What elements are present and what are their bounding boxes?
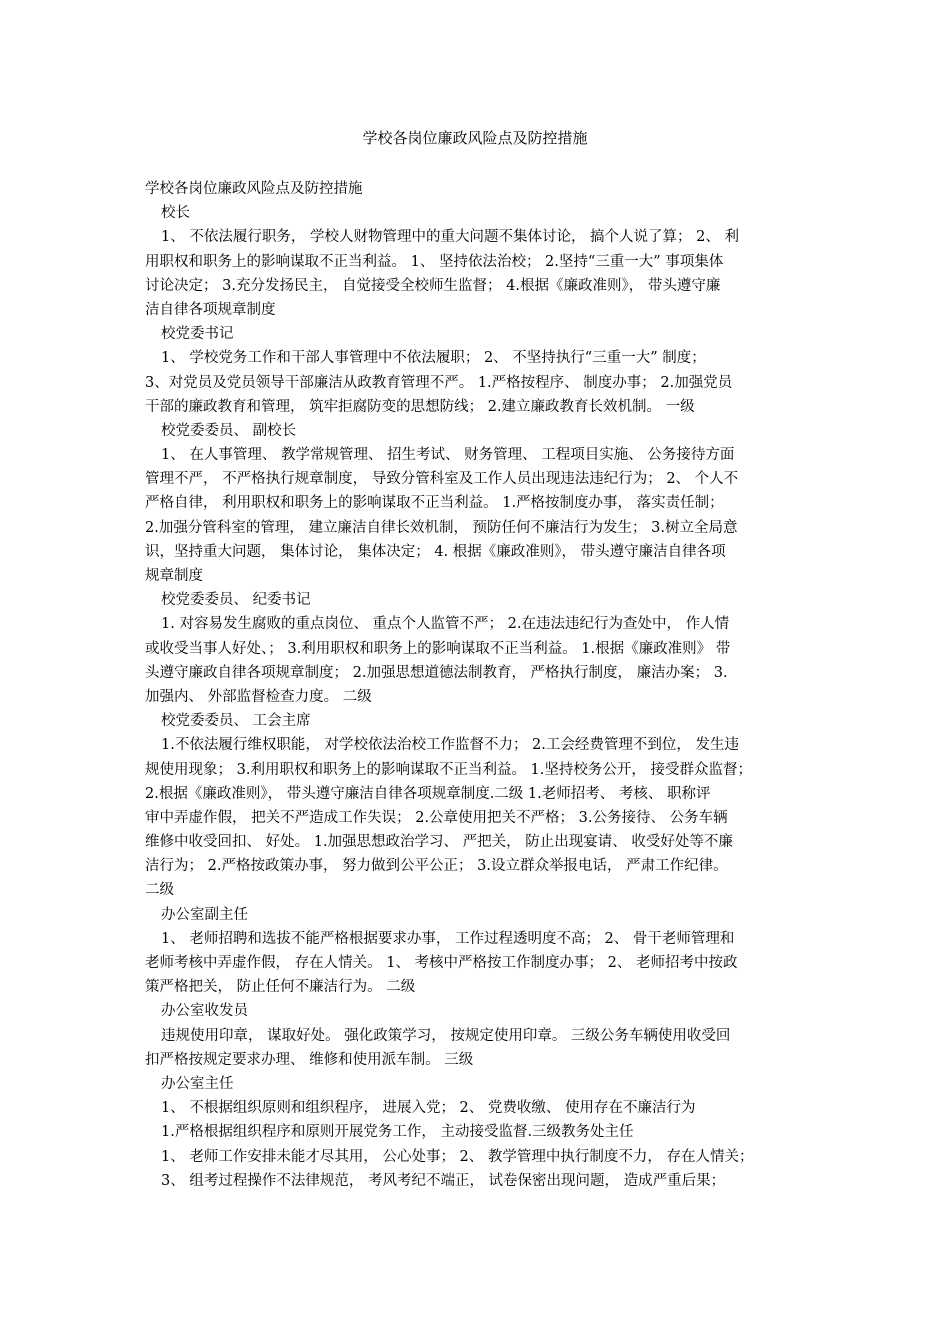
document-line: 老师考核中弄虚作假， 存在人情关。 1、 考核中严格按工作制度办事； 2、 老师招考中按政 xyxy=(145,955,738,971)
document-line: 1、 老师工作安排未能才尽其用， 公心处事； 2、 教学管理中执行制度不力， 存在人情关； xyxy=(161,1148,754,1165)
document-line: 办公室主任 xyxy=(161,1075,234,1092)
document-line: 2.加强分管科室的管理， 建立廉洁自律长效机制， 预防任何不廉洁行为发生； 3.树立全局意 xyxy=(145,519,738,536)
document-line: 严格自律， 利用职权和职务上的影响谋取不正当利益。 1.严格按制度办事， 落实责任制； xyxy=(145,495,724,512)
document-line: 规章制度 xyxy=(145,568,203,584)
document-line: 校党委委员、 纪委书记 xyxy=(161,592,311,609)
document-line: 讨论决定； 3.充分发扬民主， 自觉接受全校师生监督； 4.根据《廉政准则》， 带头遵守廉 xyxy=(145,277,721,294)
document-line: 1、 学校党务工作和干部人事管理中不依法履职； 2、 不坚持执行“三重一大” 制度； xyxy=(161,350,706,367)
document-line: 2.根据《廉政准则》， 带头遵守廉洁自律各项规章制度.二级 1.老师招考、 考核、 职称评 xyxy=(145,785,711,802)
document-title: 学校各岗位廉政风险点及防控措施 xyxy=(362,129,588,147)
document-line: 校党委书记 xyxy=(161,326,234,343)
document-line: 1、 不根据组织原则和组织程序， 进展入党； 2、 党费收缴、 使用存在不廉洁行为 xyxy=(161,1100,696,1117)
document-line: 校党委委员、 副校长 xyxy=(161,422,297,439)
document-line: 用职权和职务上的影响谋取不正当利益。 1、 坚持依法治校； 2.坚持“三重一大” 事项集体 xyxy=(145,253,724,270)
document-line: 识，坚持重大问题， 集体讨论， 集体决定； 4. 根据《廉政准则》， 带头遵守廉洁自律各项 xyxy=(145,543,726,560)
document-line: 3、对党员及党员领导干部廉洁从政教育管理不严。 1.严格按程序、 制度办事； 2.加强党员 xyxy=(145,374,733,391)
document-line: 1. 对容易发生腐败的重点岗位、 重点个人监管不严； 2.在违法违纪行为查处中， 作人情 xyxy=(161,616,730,633)
document-line: 加强内、 外部监督检查力度。 二级 xyxy=(145,688,372,705)
document-line: 审中弄虚作假， 把关不严造成工作失误； 2.公章使用把关不严格； 3.公务接待、 公务车辆 xyxy=(145,809,728,826)
document-line: 1.严格根据组织程序和原则开展党务工作， 主动接受监督.三级教务处主任 xyxy=(161,1124,634,1141)
document-line: 头遵守廉政自律各项规章制度； 2.加强思想道德法制教育， 严格执行制度， 廉洁办案； 3. xyxy=(145,664,728,681)
document-line: 洁自律各项规章制度 xyxy=(145,301,276,318)
document-line: 校党委委员、 工会主席 xyxy=(161,713,311,730)
document-line: 1、 老师招聘和选拔不能严格根据要求办事， 工作过程透明度不高； 2、 骨干老师管理和 xyxy=(161,930,735,947)
document-line: 1、 在人事管理、 教学常规管理、 招生考试、 财务管理、 工程项目实施、 公务接待方面 xyxy=(161,447,735,464)
document-line: 办公室副主任 xyxy=(161,906,248,923)
document-line: 维修中收受回扣、 好处。 1.加强思想政治学习、 严把关， 防止出现宴请、 收受好处等不廉 xyxy=(145,834,733,851)
document-line: 学校各岗位廉政风险点及防控措施 xyxy=(145,181,363,197)
document-line: 1.不依法履行维权职能， 对学校依法治校工作监督不力； 2.工会经费管理不到位， 发生违 xyxy=(161,737,739,754)
document-line: 策严格把关， 防止任何不廉洁行为。 二级 xyxy=(145,979,416,996)
document-line: 干部的廉政教育和管理， 筑牢拒腐防变的思想防线； 2.建立廉政教育长效机制。 一级 xyxy=(145,398,695,415)
document-line: 校长 xyxy=(161,205,190,222)
document-line: 3、 组考过程操作不法律规范， 考风考纪不端正， 试卷保密出现问题， 造成严重后果； xyxy=(161,1172,726,1189)
document-line: 1、 不依法履行职务， 学校人财物管理中的重大问题不集体讨论， 搞个人说了算； 2、 利 xyxy=(161,229,739,246)
document-line: 规使用现象； 3.利用职权和职务上的影响谋取不正当利益。 1.坚持校务公开， 接受群众监督； xyxy=(145,761,752,778)
document-line: 办公室收发员 xyxy=(161,1003,248,1020)
document-line: 二级 xyxy=(145,882,174,899)
document-line: 管理不严， 不严格执行规章制度， 导致分管科室及工作人员出现违法违纪行为； 2、 个人不 xyxy=(145,471,739,488)
document-line: 扣严格按规定要求办理、 维修和使用派车制。 三级 xyxy=(145,1051,474,1068)
document-line: 或收受当事人好处、； 3.利用职权和职务上的影响谋取不正当利益。 1.根据《廉政准则》 带 xyxy=(145,640,731,657)
document-body xyxy=(145,177,815,1193)
document-line: 违规使用印章， 谋取好处。 强化政策学习， 按规定使用印章。 三级公务车辆使用收受回 xyxy=(161,1027,731,1044)
document-line: 洁行为； 2.严格按政策办事， 努力做到公平公正； 3.设立群众举报电话， 严肃工作纪律。 xyxy=(145,858,728,875)
